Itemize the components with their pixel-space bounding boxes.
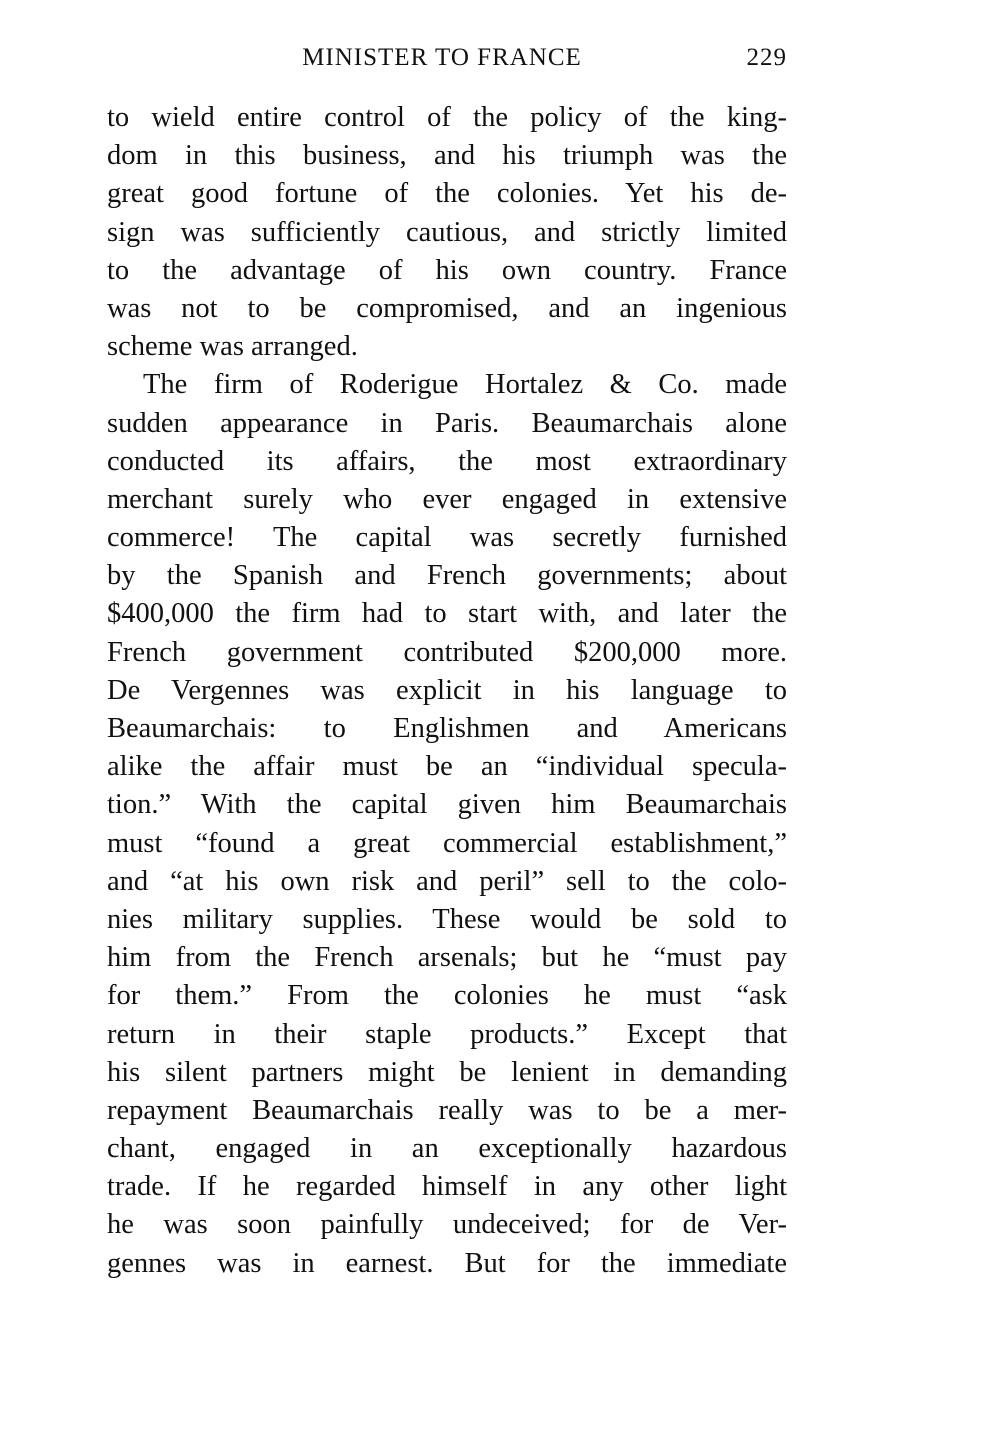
text-line: gennes was in earnest. But for the immediate xyxy=(107,1247,787,1279)
text-line: merchant surely who ever engaged in extensive xyxy=(107,483,787,515)
text-line: The firm of Roderigue Hortalez & Co. made xyxy=(143,369,787,401)
text-line: De Vergennes was explicit in his language to xyxy=(107,674,787,706)
page-header xyxy=(107,44,787,80)
text-line: repayment Beaumarchais really was to be a mer- xyxy=(107,1094,787,1126)
text-line: sign was sufficiently cautious, and strictly limited xyxy=(107,216,787,248)
text-line: he was soon painfully undeceived; for de Ver- xyxy=(107,1209,787,1241)
text-line: and “at his own risk and peril” sell to the colo- xyxy=(107,865,787,897)
text-line: Beaumarchais: to Englishmen and Americans xyxy=(107,713,787,744)
text-line: dom in this business, and his triumph was the xyxy=(107,140,787,172)
text-line: was not to be compromised, and an ingenious xyxy=(107,292,787,324)
text-line: $400,000 the firm had to start with, and later the xyxy=(107,598,787,630)
text-line: sudden appearance in Paris. Beaumarchais alone xyxy=(107,407,787,439)
text-line: great good fortune of the colonies. Yet his de- xyxy=(107,178,787,210)
text-line: by the Spanish and French governments; about xyxy=(107,560,787,592)
text-line: commerce! The capital was secretly furnished xyxy=(107,522,787,554)
text-line: scheme was arranged. xyxy=(107,331,358,363)
text-line: his silent partners might be lenient in demanding xyxy=(107,1056,787,1088)
body-text xyxy=(107,99,787,1283)
running-title: MINISTER TO FRANCE xyxy=(302,44,582,71)
text-line: French government contributed $200,000 more. xyxy=(107,636,787,668)
paragraph xyxy=(107,366,787,1283)
text-line: chant, engaged in an exceptionally hazardous xyxy=(107,1133,787,1165)
text-line: alike the affair must be an “individual specula- xyxy=(107,751,787,783)
text-line: nies military supplies. These would be sold to xyxy=(107,903,787,935)
text-line: conducted its affairs, the most extraordinary xyxy=(107,445,787,477)
text-line: to the advantage of his own country. France xyxy=(107,254,787,286)
page-number: 229 xyxy=(746,44,787,71)
text-line: to wield entire control of the policy of the king- xyxy=(107,102,787,133)
text-line: trade. If he regarded himself in any other light xyxy=(107,1171,787,1203)
text-line: tion.” With the capital given him Beaumarchais xyxy=(107,789,787,821)
paragraph xyxy=(107,99,787,366)
text-line: return in their staple products.” Except that xyxy=(107,1018,787,1050)
text-line: him from the French arsenals; but he “must pay xyxy=(107,942,787,974)
text-line: for them.” From the colonies he must “ask xyxy=(107,980,787,1012)
text-line: must “found a great commercial establishment,” xyxy=(107,827,787,859)
